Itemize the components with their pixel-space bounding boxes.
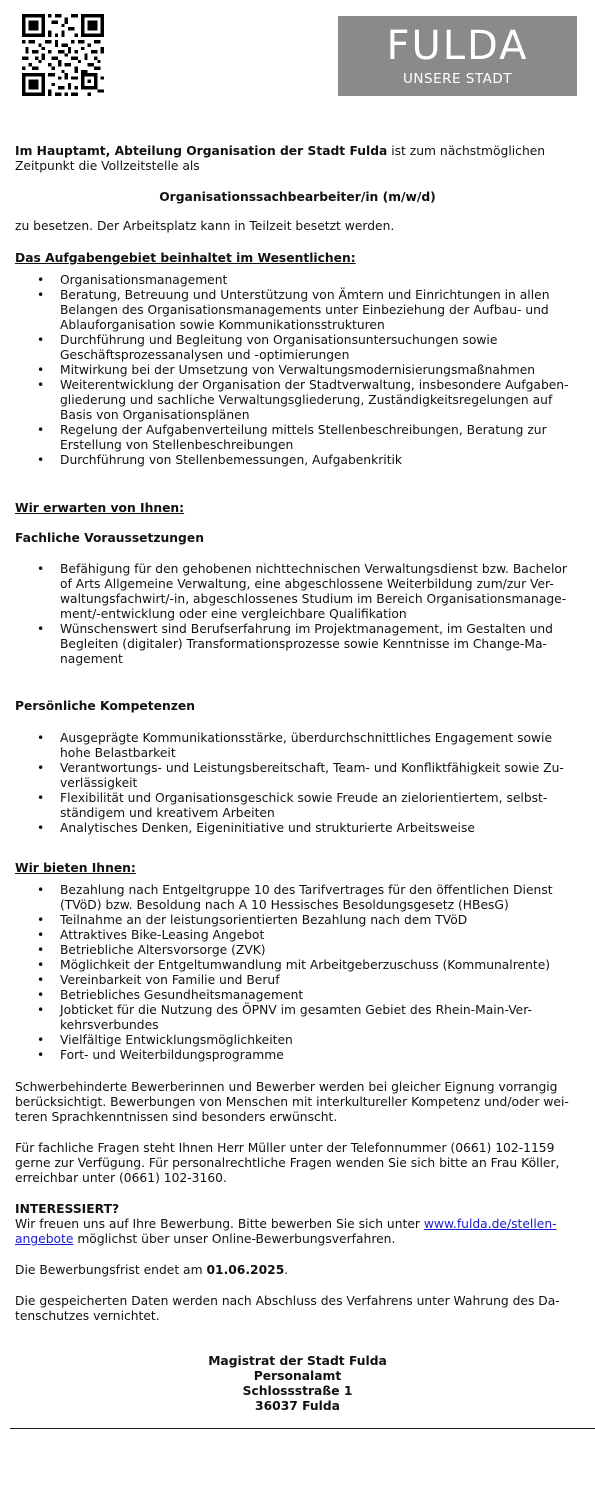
offer-item-line: • Bezahlung nach Entgeltgruppe 10 des Tarifvertrages für den öffentlichen Dienst xyxy=(60,883,553,897)
technical-requirements-list xyxy=(15,562,580,667)
deadline-line xyxy=(15,1263,580,1278)
offer-item-line: • Betriebliche Altersvorsorge (ZVK) xyxy=(60,943,266,957)
task-item xyxy=(15,333,580,363)
personal-item xyxy=(15,821,580,836)
technical-item xyxy=(15,562,580,622)
technical-item xyxy=(15,622,580,667)
logo-tagline: UNSERE STADT xyxy=(403,71,512,87)
personal-item-line: hohe Belastbarkeit xyxy=(60,746,176,760)
task-item xyxy=(15,378,580,423)
technical-item-line: • Wünschenswert sind Berufserfahrung im Projektmanagement, im Gestalten und xyxy=(60,622,553,636)
offer-item xyxy=(15,883,580,913)
contact-paragraph xyxy=(15,1141,587,1186)
personal-competencies-list xyxy=(15,731,580,836)
employer-address xyxy=(0,1354,595,1414)
offer-item xyxy=(15,973,580,988)
fulda-logo xyxy=(338,16,577,96)
personal-item-line: verlässigkeit xyxy=(60,776,138,790)
privacy-paragraph xyxy=(15,1294,587,1324)
apply-paragraph xyxy=(15,1217,587,1247)
personal-heading: Persönliche Kompetenzen xyxy=(15,699,195,713)
technical-item-line: nagement xyxy=(60,652,123,666)
diversity-line: Schwerbehinderte Bewerberinnen und Bewerber werden bei gleicher Eignung vorrangig xyxy=(15,1080,558,1094)
offer-item-line: (TVöD) bzw. Besoldung nach A 10 Hessisches Besoldungsgesetz (HBesG) xyxy=(60,898,509,912)
offer-item xyxy=(15,958,580,973)
task-item-line: Erstellung von Stellenbeschreibungen xyxy=(60,438,294,452)
task-item-line: • Organisationsmanagement xyxy=(60,273,228,287)
deadline-suffix: . xyxy=(284,1263,289,1277)
intro-paragraph xyxy=(15,144,580,174)
address-line: Magistrat der Stadt Fulda xyxy=(208,1354,387,1368)
diversity-paragraph xyxy=(15,1080,587,1125)
offer-item-line: • Vielfältige Entwicklungsmöglichkeiten xyxy=(60,1033,293,1047)
deadline-text: Die Bewerbungsfrist endet am xyxy=(15,1263,207,1277)
diversity-line: berücksichtigt. Bewerbungen von Menschen mit interkultureller Kompetenz und/oder wei- xyxy=(15,1095,569,1109)
intro-department: Im Hauptamt, Abteilung Organisation der Stadt Fulda xyxy=(15,144,388,158)
task-item-line: • Beratung, Betreuung und Unterstützung von Ämtern und Einrichtungen in allen xyxy=(60,288,550,302)
privacy-line: Die gespeicherten Daten werden nach Abschluss des Verfahrens unter Wahrung des Da- xyxy=(15,1294,560,1308)
fill-note: zu besetzen. Der Arbeitsplatz kann in Teilzeit besetzt werden. xyxy=(15,219,395,233)
task-item xyxy=(15,288,580,333)
contact-line: gerne zur Verfügung. Für personalrechtliche Fragen wenden Sie sich bitte an Frau Köller, xyxy=(15,1156,560,1170)
personal-item xyxy=(15,791,580,821)
personal-item xyxy=(15,731,580,761)
offer-item-line: • Betriebliches Gesundheitsmanagement xyxy=(60,988,304,1002)
offer-item-line: • Attraktives Bike-Leasing Angebot xyxy=(60,928,265,942)
offer-item-line: • Teilnahme an der leistungsorientierten Bezahlung nach dem TVöD xyxy=(60,913,468,927)
task-item-line: • Durchführung und Begleitung von Organisationsuntersuchungen sowie xyxy=(60,333,498,347)
apply-line2: möglichst über unser Online-Bewerbungsverfahren. xyxy=(73,1232,396,1246)
personal-item-line: • Ausgeprägte Kommunikationsstärke, überdurchschnittliches Engagement sowie xyxy=(60,731,553,745)
application-link[interactable]: www.fulda.de/stellen- xyxy=(423,1217,557,1231)
technical-item-line: • Befähigung für den gehobenen nichttechnischen Verwaltungsdienst bzw. Bachelor xyxy=(60,562,567,576)
technical-heading: Fachliche Voraussetzungen xyxy=(15,531,204,545)
offer-item-line: kehrsverbundes xyxy=(60,1018,159,1032)
technical-item-line: waltungsfachwirt/-in, abgeschlossenes Studium im Bereich Organisationsmanage- xyxy=(60,592,567,606)
intro-line2: Zeitpunkt die Vollzeitstelle als xyxy=(15,159,200,173)
diversity-line: teren Sprachkenntnissen sind besonders erwünscht. xyxy=(15,1110,338,1124)
apply-line1: Wir freuen uns auf Ihre Bewerbung. Bitte bewerben Sie sich unter xyxy=(15,1217,424,1231)
bottom-divider xyxy=(10,1428,595,1429)
personal-item-line: • Flexibilität und Organisationsgeschick sowie Freude an zielorientiertem, selbst- xyxy=(60,791,548,805)
job-title: Organisationssachbearbeiter/in (m/w/d) xyxy=(159,190,436,204)
task-item-line: Basis von Organisationsplänen xyxy=(60,408,250,422)
offer-item xyxy=(15,928,580,943)
personal-item xyxy=(15,761,580,791)
application-link-cont[interactable]: angebote xyxy=(15,1232,74,1246)
expect-heading: Wir erwarten von Ihnen: xyxy=(15,501,185,515)
offer-list xyxy=(15,883,580,1063)
task-item xyxy=(15,453,580,468)
personal-item-line: • Verantwortungs- und Leistungsbereitschaft, Team- und Konfliktfähigkeit sowie Zu- xyxy=(60,761,564,775)
intro-line1: ist zum nächstmöglichen xyxy=(387,144,546,158)
apply-heading: INTERESSIERT? xyxy=(15,1202,120,1216)
technical-item-line: Begleiten (digitaler) Transformationsprozesse sowie Kenntnisse im Change-Ma- xyxy=(60,637,547,651)
task-item-line: • Regelung der Aufgabenverteilung mittels Stellenbeschreibungen, Beratung zur xyxy=(60,423,547,437)
task-item-line: Ablauforganisation sowie Kommunikationsstrukturen xyxy=(60,318,385,332)
task-item xyxy=(15,363,580,378)
offer-item xyxy=(15,913,580,928)
tasks-heading: Das Aufgabengebiet beinhaltet im Wesentlichen: xyxy=(15,251,356,265)
contact-line: Für fachliche Fragen steht Ihnen Herr Müller unter der Telefonnummer (0661) 102-1159 xyxy=(15,1141,555,1155)
task-item-line: Belangen des Organisationsmanagements unter Einbeziehung der Aufbau- und xyxy=(60,303,549,317)
qr-code-icon xyxy=(22,14,104,96)
task-item xyxy=(15,273,580,288)
tasks-list xyxy=(15,273,580,468)
address-line: Personalamt xyxy=(253,1369,342,1383)
deadline-date: 01.06.2025 xyxy=(206,1263,285,1277)
offer-item xyxy=(15,988,580,1003)
task-item-line: gliederung und sachliche Verwaltungsgliederung, Zuständigkeitsregelungen auf xyxy=(60,393,553,407)
offer-item xyxy=(15,943,580,958)
offer-heading: Wir bieten Ihnen: xyxy=(15,861,136,875)
task-item xyxy=(15,423,580,453)
offer-item xyxy=(15,1003,580,1033)
offer-item-line: • Vereinbarkeit von Familie und Beruf xyxy=(60,973,280,987)
task-item-line: • Mitwirkung bei der Umsetzung von Verwaltungsmodernisierungsmaßnahmen xyxy=(60,363,536,377)
address-line: 36037 Fulda xyxy=(255,1399,340,1413)
contact-line: erreichbar unter (0661) 102-3160. xyxy=(15,1171,227,1185)
privacy-line: tenschutzes vernichtet. xyxy=(15,1309,160,1323)
personal-item-line: ständigem und kreativem Arbeiten xyxy=(60,806,275,820)
offer-item-line: • Fort- und Weiterbildungsprogramme xyxy=(60,1048,284,1062)
task-item-line: Geschäftsprozessanalysen und -optimierungen xyxy=(60,348,350,362)
personal-item-line: • Analytisches Denken, Eigeninitiative und strukturierte Arbeitsweise xyxy=(60,821,475,835)
technical-item-line: of Arts Allgemeine Verwaltung, eine abgeschlossene Weiterbildung zum/zur Ver- xyxy=(60,577,554,591)
address-line: Schlossstraße 1 xyxy=(242,1384,353,1398)
technical-item-line: ment/-entwicklung oder eine vergleichbare Qualifikation xyxy=(60,607,407,621)
task-item-line: • Durchführung von Stellenbemessungen, Aufgabenkritik xyxy=(60,453,403,467)
offer-item xyxy=(15,1048,580,1063)
offer-item-line: • Jobticket für die Nutzung des ÖPNV im gesamten Gebiet des Rhein-Main-Ver- xyxy=(60,1003,532,1017)
offer-item-line: • Möglichkeit der Entgeltumwandlung mit Arbeitgeberzuschuss (Kommunalrente) xyxy=(60,958,551,972)
offer-item xyxy=(15,1033,580,1048)
task-item-line: • Weiterentwicklung der Organisation der Stadtverwaltung, insbesondere Aufgaben- xyxy=(60,378,569,392)
logo-wordmark: FULDA xyxy=(386,23,529,69)
